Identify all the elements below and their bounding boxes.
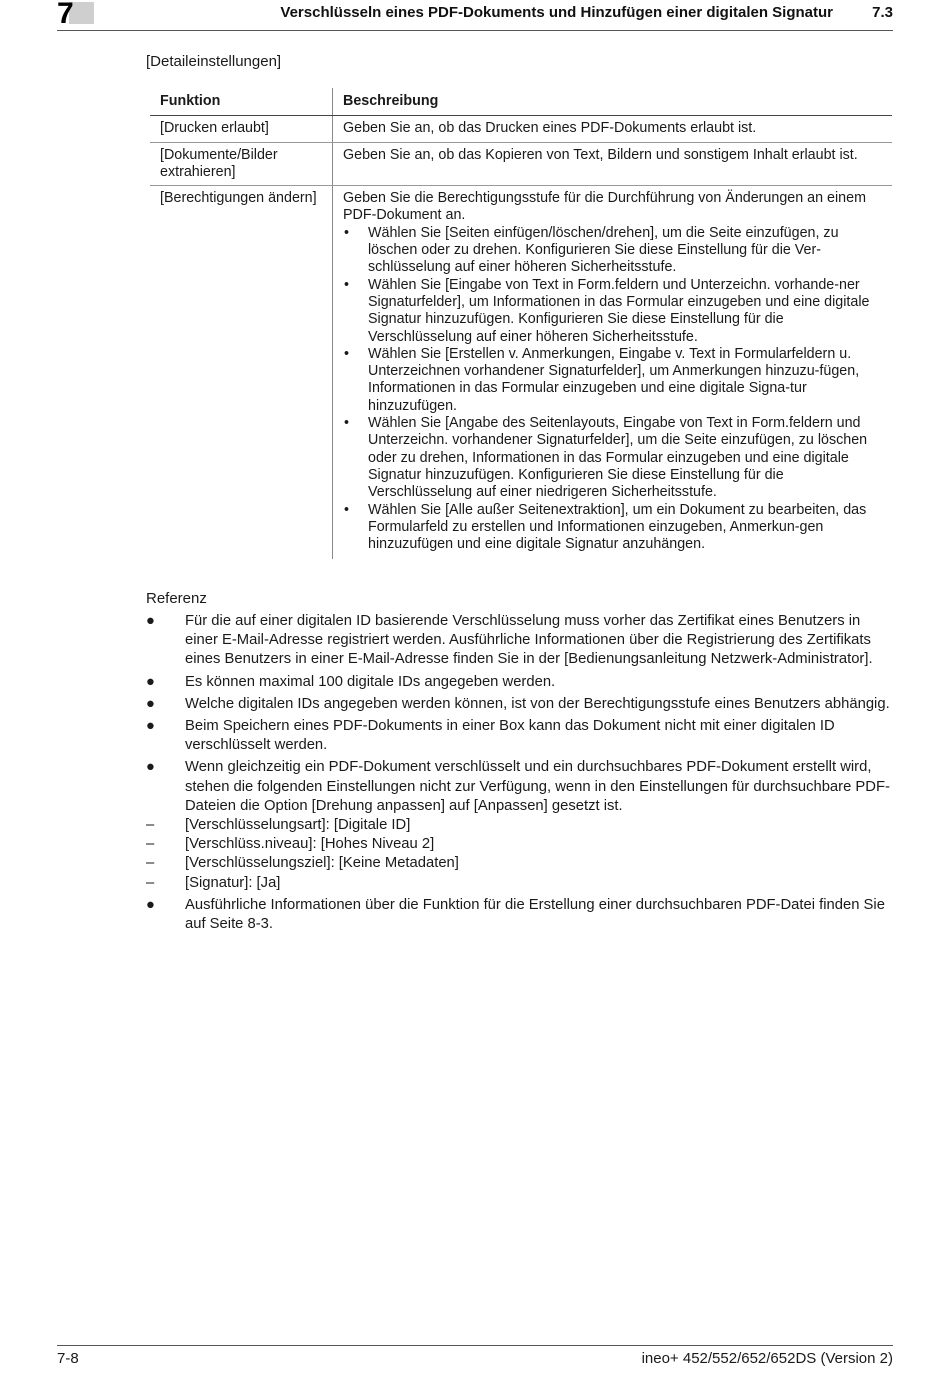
list-item bbox=[146, 695, 892, 714]
chapter-number: 7 bbox=[57, 0, 74, 30]
permission-options-list bbox=[343, 225, 876, 554]
bullet-marker: ● bbox=[146, 896, 155, 913]
function-cell: [Berechtigungen ändern] bbox=[160, 190, 317, 207]
list-item-text: Es können maximal 100 digitale IDs angegeben werden. bbox=[185, 673, 556, 690]
function-cell: [Dokumente/Bilder extrahieren] bbox=[160, 146, 278, 180]
list-item-text: [Signatur]: [Ja] bbox=[185, 874, 281, 891]
description-text: Geben Sie die Berechtigungsstufe für die Durchführung von Änderungen an einem PDF-Dokument an. bbox=[343, 190, 866, 224]
list-item: • Wählen Sie [Seiten einfügen/löschen/drehen], um die Seite einzufügen, zu löschen oder zu drehen. Konfigurieren Sie diese Einstellung für die Ver-schlüsselung auf einer höheren Sicherheitsstufe. bbox=[343, 225, 876, 277]
list-item: • Wählen Sie [Erstellen v. Anmerkungen, Eingabe v. Text in Formularfeldern u. Unterzeichnen vorhandener Signaturfelder], um Anmerkungen hinzuzu-fügen, Informationen in das Formular einzugeben und eine digitale Signa-tur hinzuzufügen. bbox=[343, 346, 876, 415]
list-item-text: [Verschlüsselungsart]: [Digitale ID] bbox=[185, 817, 411, 834]
column-header-function: Funktion bbox=[160, 93, 221, 109]
dash-marker: – bbox=[146, 874, 155, 891]
reference-label: Referenz bbox=[146, 590, 207, 607]
list-item bbox=[146, 896, 892, 934]
list-item-text: [Verschlüsselungsziel]: [Keine Metadaten] bbox=[185, 855, 459, 872]
list-item: • Wählen Sie [Eingabe von Text in Form.feldern und Unterzeichn. vorhande-ner Signaturfelder], um Informationen in das Formular einzugeben und eine digitale Signatur hinzuzufügen. Konfigurieren Sie diese Einstellung für die Verschlüsselung auf einer höheren Sicherheitsstufe. bbox=[343, 277, 876, 346]
page-number: 7-8 bbox=[57, 1350, 79, 1367]
bullet-marker: ● bbox=[146, 695, 155, 712]
product-name: ineo+ 452/552/652/652DS (Version 2) bbox=[641, 1350, 893, 1367]
list-item-text: Ausführliche Informationen über die Funktion für die Erstellung einer durchsuchbaren PDF-Datei finden Sie auf Seite 8-3. bbox=[185, 896, 885, 933]
bullet-marker: ● bbox=[146, 613, 155, 629]
bullet-marker: ● bbox=[146, 673, 155, 690]
table-header-row bbox=[150, 88, 892, 116]
reference-list bbox=[146, 612, 892, 937]
settings-table bbox=[150, 88, 892, 559]
list-item-text: Welche digitalen IDs angegeben werden können, ist von der Berechtigungsstufe eines Benutzers abhängig. bbox=[185, 695, 890, 712]
list-item bbox=[146, 854, 892, 873]
sub-heading: [Detaileinstellungen] bbox=[146, 53, 282, 70]
description-cell: Geben Sie an, ob das Kopieren von Text, Bildern und sonstigem Inhalt erlaubt ist. bbox=[332, 143, 892, 186]
dash-marker: – bbox=[146, 855, 155, 872]
bullet-marker: ● bbox=[146, 718, 155, 735]
bullet-marker: ● bbox=[146, 759, 155, 776]
table-row bbox=[150, 143, 892, 187]
list-item bbox=[146, 835, 892, 854]
column-header-description: Beschreibung bbox=[332, 88, 892, 115]
running-title: Verschlüsseln eines PDF-Dokuments und Hinzufügen einer digitalen Signatur bbox=[280, 4, 833, 21]
list-item-text: [Verschlüss.niveau]: [Hohes Niveau 2] bbox=[185, 836, 435, 853]
table-row bbox=[150, 116, 892, 142]
list-item-text: Wenn gleichzeitig ein PDF-Dokument verschlüsselt und ein durchsuchbares PDF-Dokument erstellt wird, stehen die folgenden Einstellungen nicht zur Verfügung, wenn in den Einstellungen für durchsuchbare PDF-Dateien die Option [Drehung anpassen] auf [Anpassen] gesetzt ist. bbox=[185, 759, 890, 814]
description-cell bbox=[332, 186, 892, 559]
list-item bbox=[146, 874, 892, 893]
list-item bbox=[146, 717, 892, 755]
list-item: • Wählen Sie [Angabe des Seitenlayouts, Eingabe von Text in Form.feldern und Unterzeichn. vorhandener Signaturfelder], um die Seite einzufügen, zu löschen oder zu drehen, Informationen in das Formular einzugeben und eine digitale Signatur hinzuzufügen. Konfigurieren Sie diese Einstellung für die Verschlüsselung auf einer niedrigeren Sicherheitsstufe. bbox=[343, 415, 876, 501]
list-item bbox=[146, 758, 892, 816]
footer-divider bbox=[57, 1345, 893, 1346]
page-header bbox=[57, 0, 893, 31]
list-item bbox=[146, 673, 892, 692]
list-item-text: Beim Speichern eines PDF-Dokuments in einer Box kann das Dokument nicht mit einer digitalen ID verschlüsselt werden. bbox=[185, 718, 835, 754]
list-item bbox=[146, 612, 892, 670]
description-cell: Geben Sie an, ob das Drucken eines PDF-Dokuments erlaubt ist. bbox=[332, 116, 892, 141]
list-item-text: Für die auf einer digitalen ID basierende Verschlüsselung muss vorher das Zertifikat eines Benutzers in einer E-Mail-Adresse registriert werden. Ausführliche Informationen über die Registrierung des Zertifikats eines Benutzers in einer E-Mail-Adresse finden Sie in der [Bedienungsanleitung Netzwerk-Administrator]. bbox=[185, 613, 873, 668]
table-row bbox=[150, 186, 892, 559]
list-item bbox=[146, 816, 892, 835]
dash-marker: – bbox=[146, 817, 155, 834]
section-number: 7.3 bbox=[872, 4, 893, 21]
dash-marker: – bbox=[146, 836, 155, 853]
function-cell: [Drucken erlaubt] bbox=[160, 120, 269, 137]
list-item: • Wählen Sie [Alle außer Seitenextraktion], um ein Dokument zu bearbeiten, das Formularfeld zu erstellen und Informationen einzugeben, Anmerkun-gen hinzuzufügen und eine digitale Signatur anzuhängen. bbox=[343, 502, 876, 554]
